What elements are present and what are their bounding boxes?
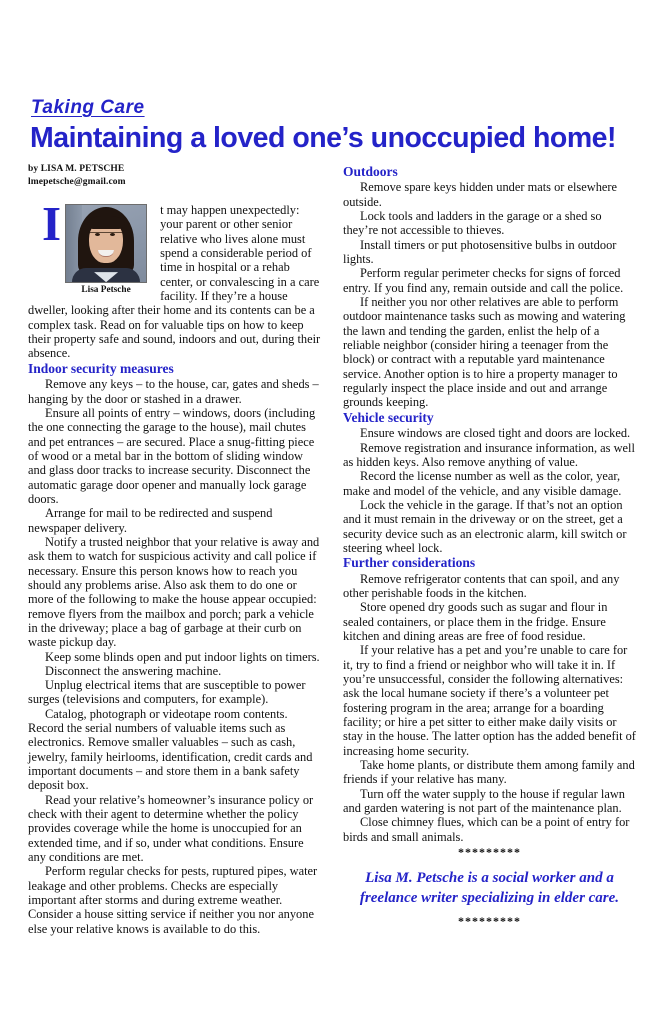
- article-headline: Maintaining a loved one’s unoccupied home!: [30, 122, 617, 154]
- paragraph: Turn off the water supply to the house if regular lawn and garden watering is not part of the maintenance plan.: [343, 786, 625, 815]
- paragraph: Ensure windows are closed tight and doors are locked.: [360, 426, 631, 441]
- intro-block: [28, 196, 321, 361]
- section-kicker: Taking Care: [31, 97, 145, 118]
- paragraph: Perform regular checks for pests, ruptured pipes, water leakage and other problems. Checks are especially important after storms and during extreme weather. Consider a house sitting service if neither you nor anyone else your relative knows is available to do this.: [28, 864, 318, 936]
- author-photo-block: [65, 204, 149, 295]
- paragraph: Remove refrigerator contents that can spoil, and any other perishable foods in the kitchen.: [343, 571, 620, 600]
- paragraph: Catalog, photograph or videotape room contents. Record the serial numbers of valuable items such as electronics. Remove smaller valuables – such as cash, jewelry, family heirlooms, identification, credit cards and important documents – and store them in a bank safety deposit box.: [28, 706, 313, 793]
- byline-email: lmepetsche@gmail.com: [28, 177, 126, 188]
- paragraph: Take home plants, or distribute them among family and friends if your relative has many.: [343, 757, 635, 787]
- intro-paragraph: t may happen unexpectedly: your parent or other senior relative who lives alone must spend a considerable period of time in hospital or a rehab center, or convalescing in a care facility. If they’re a house dweller, looking after their home and its contents can be a complex task. Read on for valuable tips on how to keep their property safe and sound, indoors and out, during their absence.: [28, 203, 321, 361]
- paragraph: Install timers or put photosensitive bulbs in outdoor lights.: [343, 237, 617, 267]
- paragraph: Notify a trusted neighbor that your relative is away and ask them to watch for suspicious activity and call police if necessary. Ensure this person knows how to reach you should any problems arise. Also ask them to do one or more of the following to make the house appear occupied: remove flyers from the mailbox and porch; park a vehicle in the driveway; place a bag of garbage at their curb on waste pickup day.: [28, 534, 320, 650]
- paragraph: Unplug electrical items that are susceptible to power surges (televisions and computers, for example).: [28, 678, 306, 707]
- paragraph: Disconnect the answering machine.: [45, 663, 222, 678]
- paragraph: Store opened dry goods such as sugar and flour in sealed containers, or place them in the fridge. Ensure kitchen and dining areas are free of food residue.: [343, 600, 608, 643]
- left-column: [28, 163, 321, 936]
- author-bio: Lisa M. Petsche is a social worker and a freelance writer specializing in elder care.: [359, 869, 620, 907]
- byline: [28, 163, 321, 189]
- heading-vehicle-security: Vehicle security: [343, 409, 434, 425]
- paragraph: Perform regular perimeter checks for signs of forced entry. If you find any, remain outside and call the police.: [343, 266, 624, 295]
- paragraph: Remove any keys – to the house, car, gates and sheds – hanging by the door or stashed in a drawer.: [28, 377, 319, 406]
- heading-indoor-security: Indoor security measures: [28, 360, 174, 376]
- right-column: [343, 163, 636, 929]
- author-photo: [65, 204, 147, 283]
- paragraph: Lock the vehicle in the garage. If that’s not an option and it must remain in the driveway or on the street, get a security device such as an electronic alarm, kill switch or steering wheel lock.: [343, 497, 627, 555]
- paragraph: If your relative has a pet and you’re unable to care for it, try to find a friend or neighbor who will take it in. If you’re unsuccessful, consider the following alternatives: ask the local humane society if there’s a volunteer pet fostering program in the area; arrange for a boarding facility; or hire a pet sitter to either make daily visits or stay in the house. The latter option has the added benefit of increasing home security.: [343, 643, 636, 758]
- photo-fringe: [87, 216, 125, 229]
- drop-cap: I: [42, 196, 62, 252]
- paragraph: Arrange for mail to be redirected and suspend newspaper delivery.: [28, 506, 273, 535]
- heading-further-considerations: Further considerations: [343, 555, 476, 571]
- paragraph: Keep some blinds open and put indoor lights on timers.: [45, 649, 320, 664]
- paragraph: Lock tools and ladders in the garage or a shed so they’re not accessible to thieves.: [343, 209, 602, 238]
- paragraph: Close chimney flues, which can be a point of entry for birds and small animals.: [343, 815, 630, 844]
- byline-author: by LISA M. PETSCHE: [28, 163, 125, 174]
- paragraph: Read your relative’s homeowner’s insurance policy or check with their agent to determine whether the policy provides coverage while the home is unoccupied for an extended time, and if so, under what conditions. Ensure any conditions are met.: [28, 792, 314, 865]
- photo-caption: Lisa Petsche: [81, 285, 131, 296]
- paragraph: If neither you nor other relatives are able to perform outdoor maintenance tasks such as mowing and watering the lawn and tending the garden, enlist the help of a reliable neighbor (consider hiring a teenager from the block) or contract with a reputable yard maintenance service. Another option is to hire a property manager to regularly inspect the place inside and out and arrange grounds keeping.: [343, 295, 626, 410]
- divider-asterisks-top: *********: [458, 844, 521, 859]
- divider-asterisks-bottom: *********: [458, 914, 521, 929]
- paragraph: Remove spare keys hidden under mats or elsewhere outside.: [343, 180, 618, 209]
- paragraph: Ensure all points of entry – windows, doors (including the one connecting the garage to the house), mail chutes and pet entrances – are secured. Place a snug-fitting piece of wood or a metal bar in the bottom of sliding window and glass door tracks to increase security. Disconnect the automatic garage door opener and manually lock garage doors.: [28, 405, 316, 506]
- paragraph: Remove registration and insurance information, as well as hidden keys. Also remove anything of value.: [343, 440, 635, 469]
- heading-outdoors: Outdoors: [343, 163, 398, 179]
- article-columns: [28, 163, 635, 936]
- paragraph: Record the license number as well as the color, year, make and model of the vehicle, and any visible damage.: [343, 469, 622, 498]
